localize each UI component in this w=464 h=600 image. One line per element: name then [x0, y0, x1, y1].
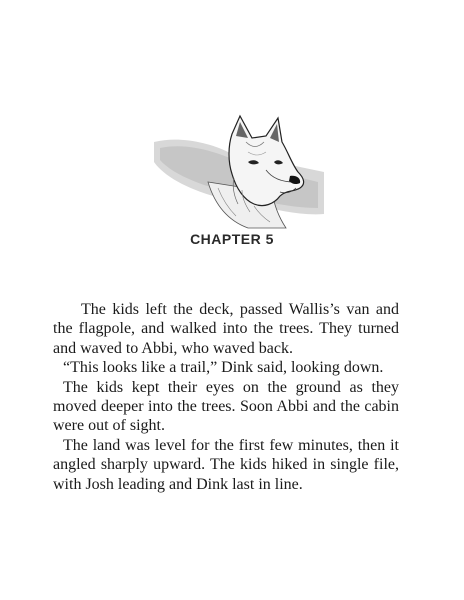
chapter-heading: CHAPTER 5	[190, 231, 274, 247]
paragraph: The kids kept their eyes on the ground as they moved deeper into the trees. Soon Abbi and the cabin were out of sight.	[53, 378, 399, 435]
paragraph: The kids left the deck, passed Wallis’s van and the flagpole, and walked into the trees. They turned and waved to Abbi, who waved back.	[53, 301, 399, 357]
wolf-head-icon	[148, 112, 324, 232]
story-text	[53, 300, 399, 494]
paragraph: “This looks like a trail,” Dink said, looking down.	[63, 359, 384, 377]
paragraph: The land was level for the first few minutes, then it angled sharply upward. The kids hiked in single file, with Josh leading and Dink last in line.	[53, 436, 399, 493]
